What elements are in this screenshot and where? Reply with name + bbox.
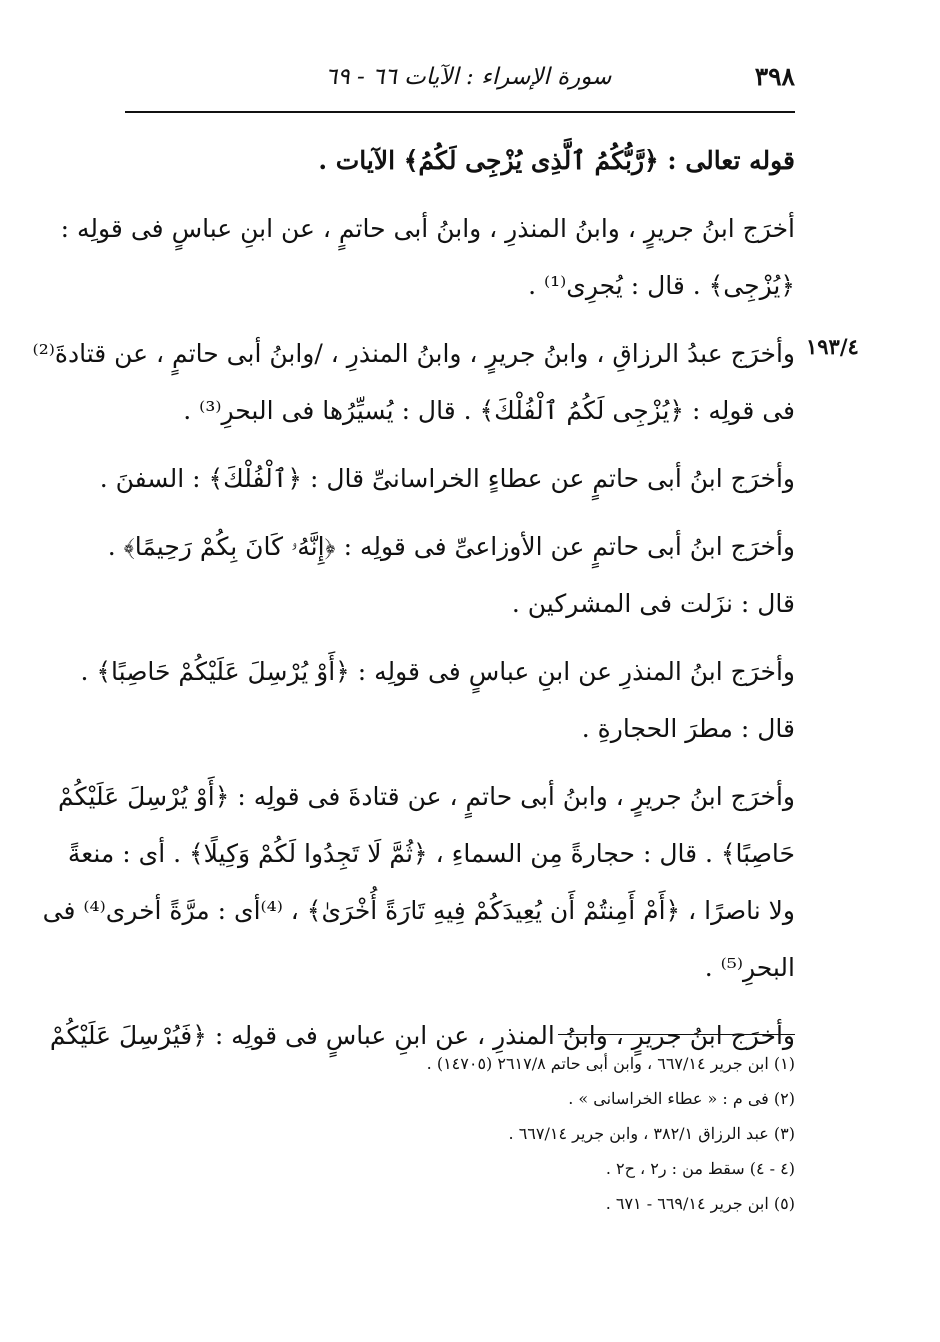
main-text xyxy=(32,132,795,1075)
text-line: وأخرَج ابنُ أبى حاتمٍ عن الأوزاعىِّ فى قولِه : ﴿إِنَّهُۥ كَانَ بِكُمْ رَحِيمًا﴾ . xyxy=(107,532,795,561)
paragraph xyxy=(42,768,795,996)
text-line: وأخرَج ابنُ المنذرِ عن ابنِ عباسٍ فى قولِه : ﴿أَوْ يُرْسِلَ عَلَيْكُمْ حَاصِبًا﴾ . xyxy=(80,657,795,686)
running-title: سورة الإسراء : الآيات ٦٦ - ٦٩ xyxy=(325,64,612,90)
text-line: وأخرَج ابنُ جريرٍ ، وابنُ المنذرِ ، عن ابنِ عباسٍ فى قولِه : ﴿فَيُرْسِلَ عَلَيْكُمْ xyxy=(49,1021,795,1050)
margin-reference: ١٩٣/٤ xyxy=(806,334,859,359)
text-line: فى قولِه : ﴿يُزْجِى لَكُمُ ٱلْفُلْكَ﴾ . قال : يُسيِّرُها فى البحرِ⁽³⁾ . xyxy=(183,396,795,425)
text-line: قال : نزَلت فى المشركين . xyxy=(511,589,795,618)
footnote: (٢) فى م : « عطاء الخراسانى » . xyxy=(568,1089,795,1108)
text-line: ولا ناصرًا ، ﴿أَمْ أَمِنتُمْ أَن يُعِيدَكُمْ فِيهِ تَارَةً أُخْرَىٰ﴾ ، ⁽⁴⁾أى : مرَّةً أخرى⁽⁴⁾ فى xyxy=(42,896,795,925)
text-line: البحرِ⁽⁵⁾ . xyxy=(704,953,795,982)
paragraph xyxy=(32,325,795,439)
text-line: وأخرَج عبدُ الرزاقِ ، وابنُ جريرٍ ، وابنُ المنذرِ ، /وابنُ أبى حاتمٍ ، عن قتادةَ⁽²⁾ xyxy=(32,339,795,368)
paragraph xyxy=(90,518,795,632)
header-rule xyxy=(125,111,795,113)
footnotes xyxy=(300,1046,795,1221)
page-header xyxy=(125,58,795,110)
paragraph xyxy=(90,450,795,507)
footnote: (٤ - ٤) سقط من : ر٢ ، ح٢ . xyxy=(605,1159,795,1178)
footnote: (٥) ابن جرير ٦٦٩/١٤ - ٦٧١ . xyxy=(605,1194,795,1213)
paragraph xyxy=(60,200,795,314)
paragraph xyxy=(90,132,795,189)
paragraph xyxy=(80,643,795,757)
text-line: أخرَج ابنُ جريرٍ ، وابنُ المنذرِ ، وابنُ أبى حاتمٍ ، عن ابنِ عباسٍ فى قولِه : xyxy=(60,214,795,243)
text-line: قال : مطرَ الحجارةِ . xyxy=(581,714,795,743)
text-line: قوله تعالى : ﴿رَّبُّكُمُ ٱلَّذِى يُزْجِى لَكُمُ﴾ الآيات . xyxy=(318,146,795,175)
footnote: (٣) عبد الرزاق ٣٨٢/١ ، وابن جرير ٦٦٧/١٤ . xyxy=(508,1124,795,1143)
page-number: ٣٩٨ xyxy=(754,62,795,91)
text-line: وأخرَج ابنُ أبى حاتمٍ عن عطاءٍ الخراسانىِّ قال : ﴿ٱلْفُلْكَ﴾ : السفنَ . xyxy=(99,464,795,493)
text-line: ﴿يُزْجِى﴾ . قال : يُجرِى⁽¹⁾ . xyxy=(528,271,795,300)
footnote: (١) ابن جرير ٦٦٧/١٤ ، وابن أبى حاتم ٢٦١٧/٨ (١٤٧٠٥) . xyxy=(426,1054,795,1073)
footnote-rule xyxy=(558,1034,795,1035)
text-line: حَاصِبًا﴾ . قال : حجارةً مِن السماءِ ، ﴿ثُمَّ لَا تَجِدُوا لَكُمْ وَكِيلًا﴾ . أى : منعةً xyxy=(67,839,795,868)
text-line: وأخرَج ابنُ جريرٍ ، وابنُ أبى حاتمٍ ، عن قتادةَ فى قولِه : ﴿أَوْ يُرْسِلَ عَلَيْكُمْ xyxy=(58,782,795,811)
